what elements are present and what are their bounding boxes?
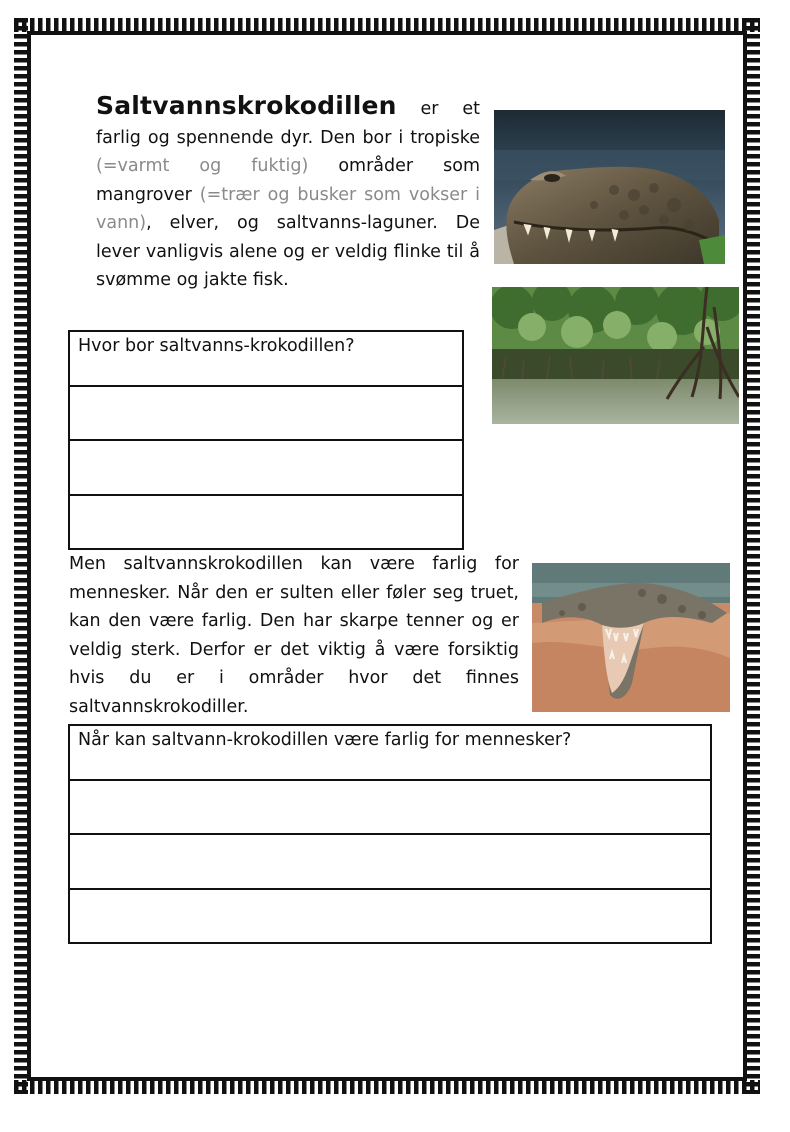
gloss-text: (=varmt og fuktig) [96, 156, 309, 176]
question-row [70, 332, 462, 387]
answer-line[interactable] [70, 890, 710, 945]
answer-line[interactable] [70, 387, 462, 442]
answer-box-2 [68, 724, 712, 944]
text-part: områder som mangrover [96, 156, 480, 205]
title: Saltvannskrokodillen [96, 91, 397, 120]
answer-line[interactable] [70, 441, 462, 496]
answer-line[interactable] [70, 496, 462, 551]
mangrove-photo [492, 287, 739, 424]
gloss-text: (=trær og busker som vokser i vann) [96, 184, 480, 233]
text-part: , elver, og saltvanns-laguner. De lever vanligvis alene og er veldig flinke til å svømme og jakte fisk. [96, 213, 480, 290]
question-row [70, 726, 710, 781]
answer-line[interactable] [70, 835, 710, 890]
answer-box-1 [68, 330, 464, 550]
question-text: Hvor bor saltvanns-krokodillen? [78, 336, 355, 356]
crocodile-head-photo [494, 110, 725, 264]
question-text: Når kan saltvann-krokodillen være farlig for mennesker? [78, 730, 572, 750]
text-part: er et farlig og spennende dyr. Den bor i tropiske [96, 99, 480, 148]
crocodile-open-mouth-photo [532, 563, 730, 712]
danger-paragraph: Men saltvannskrokodillen kan være farlig for mennesker. Når den er sulten eller føler seg truet, kan den være farlig. Den har skarpe tenner og er veldig sterk. Derfor er det viktig å være forsiktig hvis du er i områder hvor det finnes saltvannskrokodiller. [69, 554, 519, 717]
intro-paragraph [96, 92, 480, 295]
answer-line[interactable] [70, 781, 710, 836]
